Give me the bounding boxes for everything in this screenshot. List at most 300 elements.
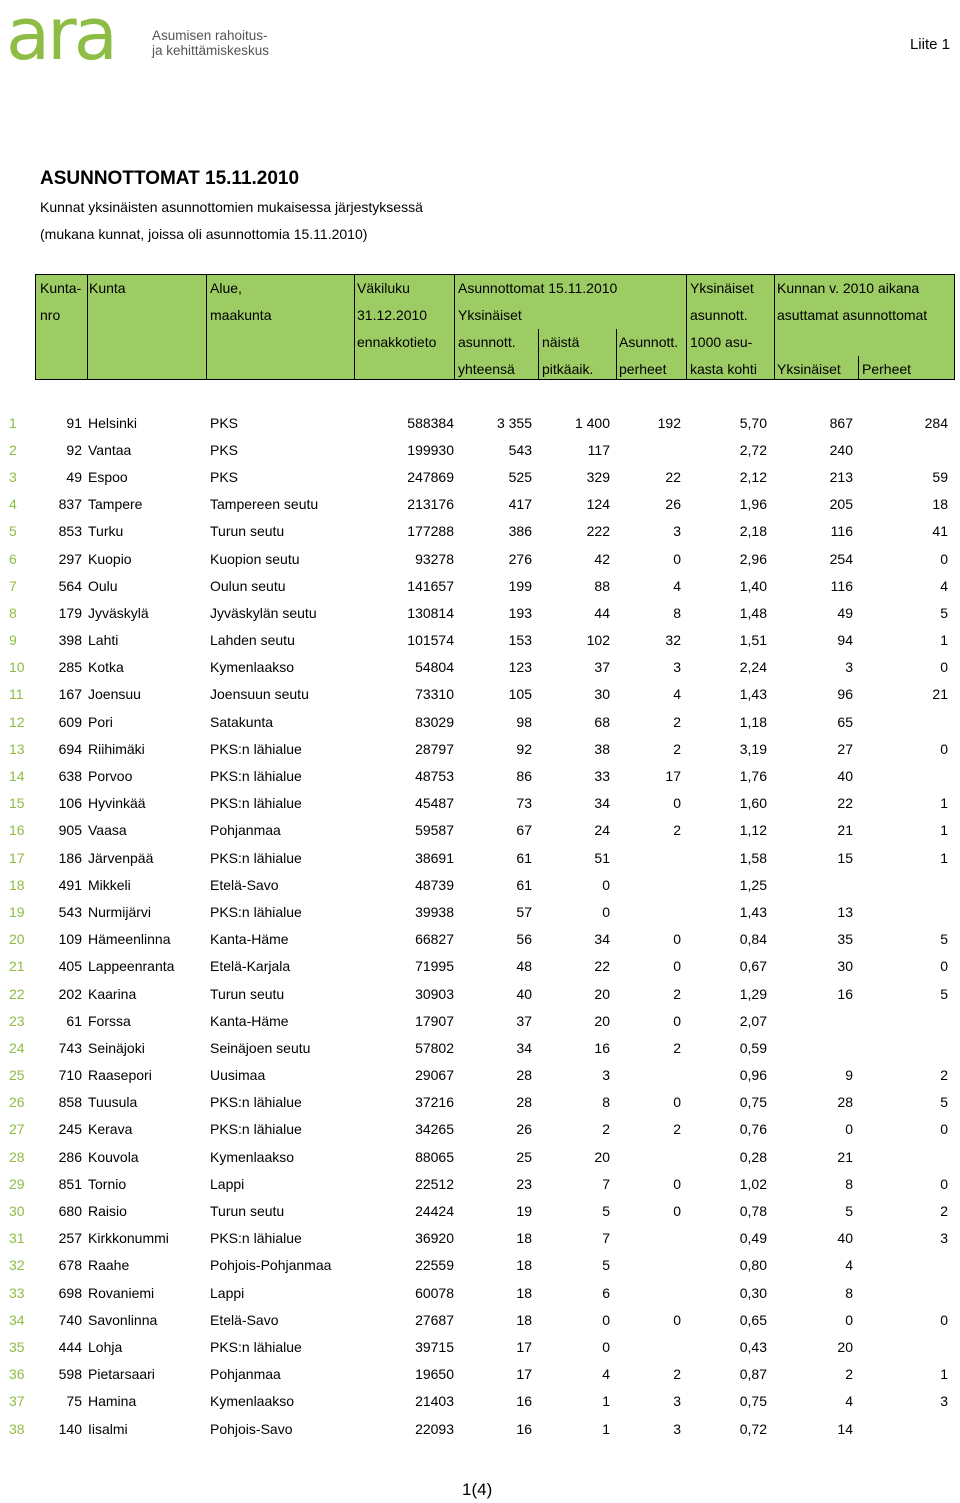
- municipality-code-cell: 286: [58, 1148, 82, 1165]
- families-cell: 2: [673, 740, 681, 757]
- header-per1000-1: Yksinäiset: [690, 280, 754, 296]
- housed-singles-cell: 96: [837, 686, 853, 703]
- row-number-cell: 29: [9, 1175, 25, 1192]
- per-1000-cell: 0,67: [739, 958, 767, 975]
- municipality-name-cell: Savonlinna: [88, 1311, 158, 1328]
- per-1000-cell: 0,43: [739, 1338, 767, 1355]
- municipality-name-cell: Lahti: [88, 632, 119, 649]
- population-cell: 141657: [407, 577, 454, 594]
- single-homeless-cell: 153: [508, 632, 532, 649]
- row-number-cell: 25: [9, 1067, 25, 1084]
- table-row: [0, 980, 948, 1007]
- housed-singles-cell: 2: [845, 1366, 853, 1383]
- population-cell: 17907: [415, 1012, 454, 1029]
- single-homeless-cell: 56: [516, 931, 532, 948]
- families-cell: 2: [673, 1366, 681, 1383]
- long-term-cell: 329: [586, 468, 610, 485]
- table-row: [0, 1116, 948, 1143]
- row-number-cell: 37: [9, 1393, 25, 1410]
- region-cell: Oulun seutu: [210, 577, 286, 594]
- population-cell: 45487: [415, 795, 454, 812]
- long-term-cell: 51: [594, 849, 610, 866]
- population-cell: 101574: [407, 632, 454, 649]
- per-1000-cell: 2,72: [739, 441, 767, 458]
- per-1000-cell: 0,49: [739, 1230, 767, 1247]
- families-cell: 2: [673, 1121, 681, 1138]
- long-term-cell: 20: [594, 1148, 610, 1165]
- table-row: [0, 762, 948, 789]
- region-cell: PKS:n lähialue: [210, 1121, 302, 1138]
- population-cell: 71995: [415, 958, 454, 975]
- long-term-cell: 16: [594, 1039, 610, 1056]
- municipality-name-cell: Kuopio: [88, 550, 132, 567]
- row-number-cell: 2: [9, 441, 17, 458]
- single-homeless-cell: 48: [516, 958, 532, 975]
- housed-families-cell: [853, 708, 948, 735]
- housed-singles-cell: 15: [837, 849, 853, 866]
- header-kuntanro-2: nro: [40, 307, 61, 323]
- families-cell: [610, 844, 681, 871]
- per-1000-cell: 0,75: [739, 1094, 767, 1111]
- header-naista-2: pitkäaik.: [542, 361, 594, 377]
- long-term-cell: 34: [594, 931, 610, 948]
- municipality-name-cell: Raahe: [88, 1257, 130, 1274]
- municipality-name-cell: Vaasa: [88, 822, 127, 839]
- table-row: [0, 1170, 948, 1197]
- header-asunnottomat: Asunnottomat 15.11.2010: [458, 280, 618, 296]
- families-cell: 32: [665, 632, 681, 649]
- housed-families-cell: 1: [940, 849, 948, 866]
- families-cell: 0: [673, 1094, 681, 1111]
- population-cell: 29067: [415, 1067, 454, 1084]
- families-cell: [610, 436, 681, 463]
- municipality-name-cell: Raisio: [88, 1203, 127, 1220]
- population-cell: 130814: [407, 604, 454, 621]
- municipality-name-cell: Raasepori: [88, 1067, 152, 1084]
- families-cell: [610, 1062, 681, 1089]
- single-homeless-cell: 123: [508, 659, 532, 676]
- long-term-cell: 117: [587, 441, 610, 458]
- municipality-code-cell: 853: [58, 523, 82, 540]
- municipality-name-cell: Helsinki: [88, 414, 138, 431]
- single-homeless-cell: 28: [516, 1094, 532, 1111]
- table-row: [0, 599, 948, 626]
- single-homeless-cell: 98: [516, 713, 532, 730]
- header-asuttamat-yksinaiset: Yksinäiset: [777, 361, 841, 377]
- table-row: [0, 518, 948, 545]
- per-1000-cell: 0,96: [739, 1067, 767, 1084]
- per-1000-cell: 0,78: [739, 1203, 767, 1220]
- table-row: [0, 708, 948, 735]
- population-cell: 588384: [407, 414, 454, 431]
- region-cell: Pohjanmaa: [210, 1366, 281, 1383]
- municipality-name-cell: Nurmijärvi: [88, 903, 151, 920]
- row-number-cell: 17: [9, 849, 25, 866]
- row-number-cell: 14: [9, 768, 25, 785]
- housed-families-cell: 5: [940, 931, 948, 948]
- single-homeless-cell: 17: [516, 1366, 532, 1383]
- families-cell: 0: [673, 550, 681, 567]
- region-cell: PKS:n lähialue: [210, 1230, 302, 1247]
- logo-wordmark: ara: [6, 0, 115, 76]
- families-cell: 0: [673, 795, 681, 812]
- per-1000-cell: 1,96: [739, 496, 767, 513]
- municipality-name-cell: Rovaniemi: [88, 1284, 155, 1301]
- per-1000-cell: 1,60: [739, 795, 767, 812]
- housed-families-cell: 0: [940, 550, 948, 567]
- population-cell: 73310: [415, 686, 454, 703]
- families-cell: 2: [673, 1039, 681, 1056]
- municipality-name-cell: Kerava: [88, 1121, 133, 1138]
- long-term-cell: 68: [594, 713, 610, 730]
- population-cell: 48753: [415, 768, 454, 785]
- families-cell: 3: [673, 1420, 681, 1437]
- families-cell: 22: [665, 468, 681, 485]
- housed-families-cell: 0: [940, 659, 948, 676]
- single-homeless-cell: 37: [516, 1012, 532, 1029]
- long-term-cell: 3: [602, 1067, 610, 1084]
- region-cell: PKS:n lähialue: [210, 740, 302, 757]
- region-cell: Etelä-Savo: [210, 876, 279, 893]
- housed-singles-cell: 94: [837, 632, 853, 649]
- logo-line-1: Asumisen rahoitus-: [152, 28, 268, 43]
- long-term-cell: 88: [594, 577, 610, 594]
- table-row: [0, 1007, 948, 1034]
- municipality-code-cell: 598: [58, 1366, 82, 1383]
- region-cell: Etelä-Karjala: [210, 958, 291, 975]
- population-cell: 37216: [415, 1094, 454, 1111]
- region-cell: Kymenlaakso: [210, 1393, 295, 1410]
- housed-families-cell: 0: [940, 958, 948, 975]
- housed-singles-cell: 5: [845, 1203, 853, 1220]
- single-homeless-cell: 40: [516, 985, 532, 1002]
- municipality-name-cell: Kirkkonummi: [88, 1230, 169, 1247]
- per-1000-cell: 1,12: [739, 822, 767, 839]
- population-cell: 247869: [407, 468, 454, 485]
- municipality-name-cell: Joensuu: [88, 686, 141, 703]
- families-cell: 17: [665, 768, 681, 785]
- families-cell: 8: [673, 604, 681, 621]
- header-kuntanro-1: Kunta-: [40, 280, 82, 296]
- per-1000-cell: 2,24: [739, 659, 767, 676]
- long-term-cell: 0: [602, 876, 610, 893]
- per-1000-cell: 0,30: [739, 1284, 767, 1301]
- region-cell: Kymenlaakso: [210, 1148, 295, 1165]
- document-subtitle-1: Kunnat yksinäisten asunnottomien mukaisessa järjestyksessä: [40, 199, 423, 215]
- per-1000-cell: 1,40: [739, 577, 767, 594]
- row-number-cell: 4: [9, 496, 17, 513]
- municipality-name-cell: Hamina: [88, 1393, 137, 1410]
- per-1000-cell: 2,96: [739, 550, 767, 567]
- table-row: [0, 1062, 948, 1089]
- table-row: [0, 491, 948, 518]
- municipality-code-cell: 680: [58, 1203, 82, 1220]
- municipality-name-cell: Jyväskylä: [88, 604, 149, 621]
- long-term-cell: 124: [586, 496, 610, 513]
- housed-families-cell: 41: [932, 523, 948, 540]
- housed-families-cell: 1: [940, 822, 948, 839]
- region-cell: Turun seutu: [210, 985, 285, 1002]
- page-number: 1(4): [462, 1480, 493, 1499]
- families-cell: [610, 1143, 681, 1170]
- row-number-cell: 8: [9, 604, 17, 621]
- municipality-code-cell: 743: [58, 1039, 82, 1056]
- housed-families-cell: 3: [940, 1393, 948, 1410]
- municipality-name-cell: Mikkeli: [88, 876, 131, 893]
- families-cell: [610, 1225, 681, 1252]
- single-homeless-cell: 61: [516, 876, 532, 893]
- housed-families-cell: 5: [940, 604, 948, 621]
- families-cell: 2: [673, 713, 681, 730]
- table-row: [0, 654, 948, 681]
- long-term-cell: 8: [602, 1094, 610, 1111]
- municipality-name-cell: Järvenpää: [88, 849, 154, 866]
- municipality-name-cell: Tampere: [88, 496, 143, 513]
- header-asuttamat-perheet: Perheet: [862, 361, 912, 377]
- housed-singles-cell: 30: [837, 958, 853, 975]
- population-cell: 39938: [415, 903, 454, 920]
- long-term-cell: 102: [586, 632, 610, 649]
- table-row: [0, 436, 948, 463]
- housed-families-cell: [853, 762, 948, 789]
- ara-logo: [6, 0, 296, 76]
- single-homeless-cell: 92: [516, 740, 532, 757]
- families-cell: 26: [665, 496, 681, 513]
- municipality-code-cell: 106: [58, 795, 82, 812]
- municipality-code-cell: 694: [58, 740, 82, 757]
- table-row: [0, 1089, 948, 1116]
- population-cell: 36920: [415, 1230, 454, 1247]
- municipality-code-cell: 167: [58, 686, 82, 703]
- row-number-cell: 22: [9, 985, 25, 1002]
- long-term-cell: 222: [586, 523, 610, 540]
- municipality-name-cell: Pietarsaari: [88, 1366, 155, 1383]
- housed-singles-cell: 21: [837, 822, 853, 839]
- table-row: [0, 463, 948, 490]
- municipality-name-cell: Seinäjoki: [88, 1039, 145, 1056]
- housed-singles-cell: 21: [837, 1148, 853, 1165]
- per-1000-cell: 0,28: [739, 1148, 767, 1165]
- municipality-code-cell: 858: [58, 1094, 82, 1111]
- single-homeless-cell: 417: [508, 496, 532, 513]
- region-cell: Kymenlaakso: [210, 659, 295, 676]
- housed-families-cell: [853, 436, 948, 463]
- single-homeless-cell: 16: [516, 1393, 532, 1410]
- population-cell: 27687: [415, 1311, 454, 1328]
- header-alue-2: maakunta: [210, 307, 272, 323]
- housed-singles-cell: 16: [837, 985, 853, 1002]
- header-asunnott-2: yhteensä: [458, 361, 515, 377]
- housed-singles-cell: 116: [830, 577, 853, 594]
- housed-families-cell: 0: [940, 1121, 948, 1138]
- municipality-name-cell: Iisalmi: [88, 1420, 128, 1437]
- population-cell: 213176: [407, 496, 454, 513]
- population-cell: 38691: [415, 849, 454, 866]
- municipality-code-cell: 851: [58, 1175, 82, 1192]
- region-cell: Kanta-Häme: [210, 931, 289, 948]
- long-term-cell: 37: [594, 659, 610, 676]
- table-row: [0, 572, 948, 599]
- table-row: [0, 953, 948, 980]
- header-perheet-1: Asunnott.: [619, 334, 679, 350]
- housed-families-cell: [853, 1007, 948, 1034]
- housed-families-cell: 59: [932, 468, 948, 485]
- municipality-code-cell: 75: [66, 1393, 82, 1410]
- housed-singles-cell: 8: [845, 1284, 853, 1301]
- row-number-cell: 30: [9, 1203, 25, 1220]
- single-homeless-cell: 26: [516, 1121, 532, 1138]
- per-1000-cell: 1,29: [739, 985, 767, 1002]
- housed-families-cell: 18: [932, 496, 948, 513]
- per-1000-cell: 0,87: [739, 1366, 767, 1383]
- row-number-cell: 27: [9, 1121, 25, 1138]
- long-term-cell: 0: [602, 1338, 610, 1355]
- header-per1000-2: asunnott.: [690, 307, 748, 323]
- long-term-cell: 42: [594, 550, 610, 567]
- housed-families-cell: 284: [924, 414, 948, 431]
- per-1000-cell: 0,76: [739, 1121, 767, 1138]
- per-1000-cell: 1,18: [739, 713, 767, 730]
- municipality-code-cell: 297: [58, 550, 82, 567]
- population-cell: 21403: [415, 1393, 454, 1410]
- region-cell: PKS:n lähialue: [210, 903, 302, 920]
- municipality-code-cell: 905: [58, 822, 82, 839]
- per-1000-cell: 1,02: [739, 1175, 767, 1192]
- region-cell: Lappi: [210, 1175, 245, 1192]
- single-homeless-cell: 18: [516, 1311, 532, 1328]
- region-cell: Satakunta: [210, 713, 274, 730]
- region-cell: PKS:n lähialue: [210, 849, 302, 866]
- per-1000-cell: 0,65: [739, 1311, 767, 1328]
- municipality-code-cell: 109: [58, 931, 82, 948]
- population-cell: 88065: [415, 1148, 454, 1165]
- region-cell: Uusimaa: [210, 1067, 266, 1084]
- housed-singles-cell: 28: [837, 1094, 853, 1111]
- population-cell: 19650: [415, 1366, 454, 1383]
- housed-families-cell: 1: [940, 795, 948, 812]
- single-homeless-cell: 18: [516, 1230, 532, 1247]
- families-cell: 3: [673, 1393, 681, 1410]
- per-1000-cell: 2,12: [739, 468, 767, 485]
- population-cell: 30903: [415, 985, 454, 1002]
- housed-families-cell: 0: [940, 740, 948, 757]
- table-row: [0, 1415, 948, 1442]
- single-homeless-cell: 105: [508, 686, 532, 703]
- long-term-cell: 1: [602, 1393, 610, 1410]
- row-number-cell: 21: [9, 958, 25, 975]
- municipality-code-cell: 698: [58, 1284, 82, 1301]
- table-row: [0, 790, 948, 817]
- families-cell: 192: [657, 414, 681, 431]
- table-row: [0, 735, 948, 762]
- housed-singles-cell: 254: [829, 550, 853, 567]
- population-cell: 83029: [415, 713, 454, 730]
- municipality-name-cell: Lappeenranta: [88, 958, 175, 975]
- header-asuttamat-2: asuttamat asunnottomat: [777, 307, 928, 323]
- housed-singles-cell: 240: [829, 441, 853, 458]
- housed-families-cell: 5: [940, 985, 948, 1002]
- row-number-cell: 16: [9, 822, 25, 839]
- row-number-cell: 5: [9, 523, 17, 540]
- row-number-cell: 18: [9, 876, 25, 893]
- population-cell: 34265: [415, 1121, 454, 1138]
- logo-subtitle: [152, 28, 269, 58]
- municipality-name-cell: Hyvinkää: [88, 795, 146, 812]
- per-1000-cell: 0,75: [739, 1393, 767, 1410]
- municipality-code-cell: 186: [58, 849, 82, 866]
- housed-families-cell: 0: [940, 1175, 948, 1192]
- region-cell: Kuopion seutu: [210, 550, 300, 567]
- row-number-cell: 33: [9, 1284, 25, 1301]
- region-cell: Pohjois-Savo: [210, 1420, 293, 1437]
- housed-families-cell: 2: [940, 1203, 948, 1220]
- row-number-cell: 13: [9, 740, 25, 757]
- table-row: [0, 1252, 948, 1279]
- single-homeless-cell: 199: [508, 577, 532, 594]
- per-1000-cell: 1,76: [739, 768, 767, 785]
- population-cell: 54804: [415, 659, 454, 676]
- row-number-cell: 12: [9, 713, 25, 730]
- municipality-code-cell: 398: [58, 632, 82, 649]
- table-row: [0, 1306, 948, 1333]
- municipality-code-cell: 49: [66, 468, 82, 485]
- housed-singles-cell: [767, 871, 853, 898]
- per-1000-cell: 5,70: [739, 414, 767, 431]
- row-number-cell: 11: [9, 686, 24, 703]
- row-number-cell: 3: [9, 468, 17, 485]
- per-1000-cell: 1,43: [739, 686, 767, 703]
- municipality-name-cell: Oulu: [88, 577, 118, 594]
- header-naista-1: näistä: [542, 334, 580, 350]
- municipality-code-cell: 140: [58, 1420, 82, 1437]
- municipality-code-cell: 543: [58, 903, 82, 920]
- long-term-cell: 4: [602, 1366, 610, 1383]
- housed-singles-cell: 8: [845, 1175, 853, 1192]
- families-cell: [610, 898, 681, 925]
- per-1000-cell: 1,25: [739, 876, 767, 893]
- per-1000-cell: 3,19: [739, 740, 767, 757]
- municipality-name-cell: Espoo: [88, 468, 128, 485]
- long-term-cell: 44: [594, 604, 610, 621]
- housed-singles-cell: 27: [837, 740, 853, 757]
- header-per1000-3: 1000 asu-: [690, 334, 753, 350]
- population-cell: 57802: [415, 1039, 454, 1056]
- single-homeless-cell: 386: [508, 523, 532, 540]
- table-row: [0, 545, 948, 572]
- municipality-code-cell: 837: [58, 496, 82, 513]
- housed-singles-cell: 0: [845, 1121, 853, 1138]
- families-cell: 4: [673, 686, 681, 703]
- row-number-cell: 36: [9, 1366, 25, 1383]
- row-number-cell: 15: [9, 795, 25, 812]
- housed-families-cell: 0: [940, 1311, 948, 1328]
- housed-singles-cell: 116: [830, 523, 853, 540]
- municipality-code-cell: 405: [58, 958, 82, 975]
- municipality-name-cell: Kotka: [88, 659, 124, 676]
- region-cell: Turun seutu: [210, 1203, 285, 1220]
- families-cell: 2: [673, 985, 681, 1002]
- table-header: [35, 274, 955, 380]
- population-cell: 48739: [415, 876, 454, 893]
- population-cell: 59587: [415, 822, 454, 839]
- housed-singles-cell: 35: [837, 931, 853, 948]
- region-cell: Seinäjoen seutu: [210, 1039, 311, 1056]
- municipality-name-cell: Kaarina: [88, 985, 137, 1002]
- long-term-cell: 2: [602, 1121, 610, 1138]
- table-row: [0, 1225, 948, 1252]
- housed-singles-cell: 49: [837, 604, 853, 621]
- table-row: [0, 817, 948, 844]
